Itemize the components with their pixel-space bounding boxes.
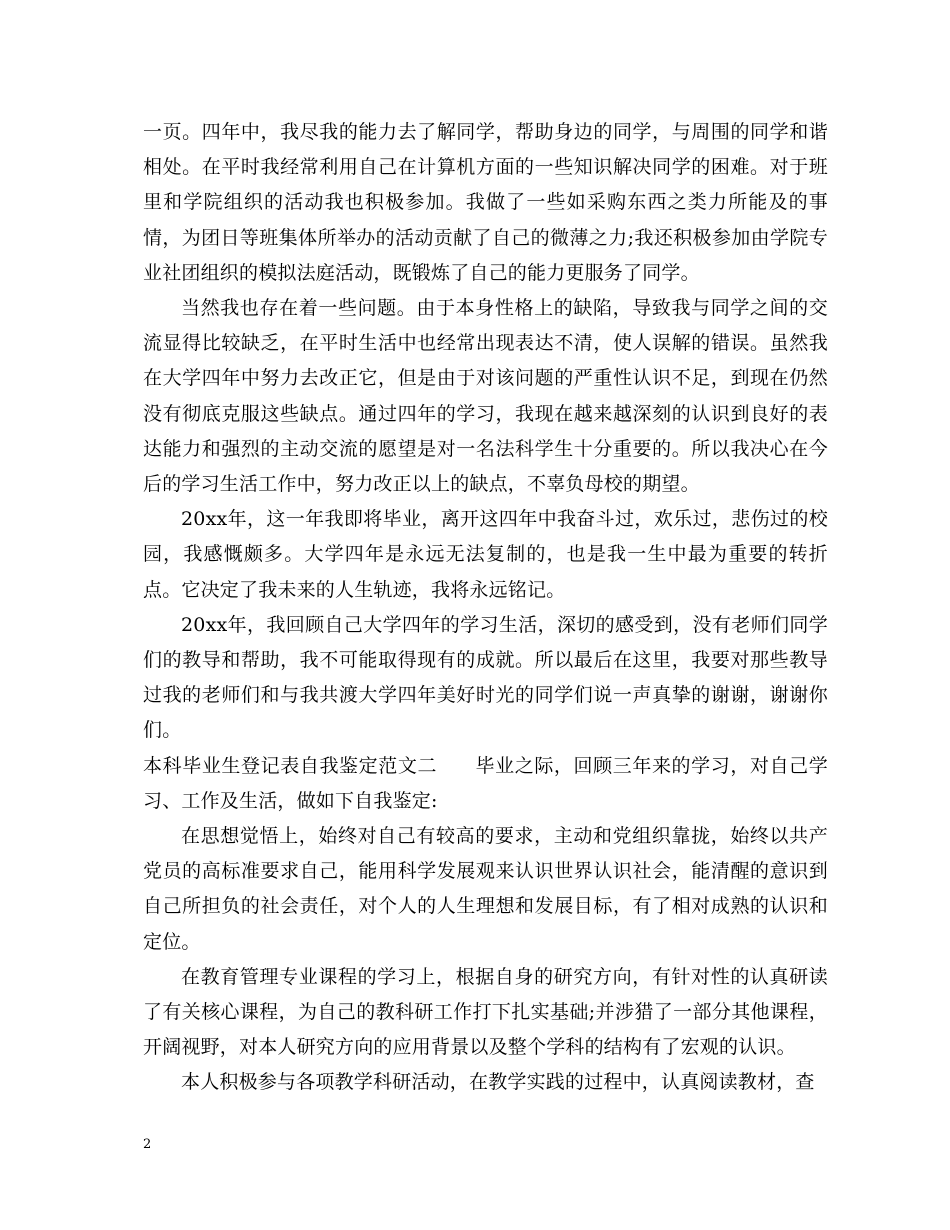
section-heading: 本科毕业生登记表自我鉴定范文二 — [143, 754, 438, 777]
paragraph-study: 在教育管理专业课程的学习上，根据自身的研究方向，有针对性的认真研读了有关核心课程，为自己的教科研工作打下扎实基础;并涉猎了一部分其他课程，开阔视野，对本人研究方向的应用背景以及整个学科的结构有了宏观的认识。 — [143, 965, 828, 1059]
paragraph-gratitude: 20xx年，我回顾自己大学四年的学习生活，深切的感受到，没有老师们同学们的教导和帮助，我不可能取得现有的成就。所以最后在这里，我要对那些教导过我的老师们和与我共渡大学四年美好时光的同学们说一声真挚的谢谢，谢谢你们。 — [143, 613, 828, 742]
paragraph-graduation-year: 20xx年，这一年我即将毕业，离开这四年中我奋斗过，欢乐过，悲伤过的校园，我感慨颇多。大学四年是永远无法复制的，也是我一生中最为重要的转折点。它决定了我未来的人生轨迹，我将永远铭记。 — [143, 508, 828, 601]
paragraph-research: 本人积极参与各项教学科研活动，在教学实践的过程中，认真阅读教材，查 — [181, 1071, 815, 1094]
document-body — [143, 115, 828, 1101]
section-intro-paragraph — [143, 749, 828, 819]
paragraph-ideology: 在思想觉悟上，始终对自己有较高的要求，主动和党组织靠拢，始终以共产党员的高标准要求自己，能用科学发展观来认识世界认识社会，能清醒的意识到自己所担负的社会责任，对个人的人生理想和发展目标，有了相对成熟的认识和定位。 — [143, 825, 828, 953]
section-intro: 毕业之际，回顾三年来的学习，对自己学习、工作及生活，做如下自我鉴定: — [143, 754, 828, 812]
paragraph-continuation: 一页。四年中，我尽我的能力去了解同学，帮助身边的同学，与周围的同学和谐相处。在平时我经常利用自己在计算机方面的一些知识解决同学的困难。对于班里和学院组织的活动我也积极参加。我做了一些如采购东西之类力所能及的事情，为团日等班集体所举办的活动贡献了自己的微薄之力;我还积极参加由学院专业社团组织的模拟法庭活动，既锻炼了自己的能力更服务了同学。 — [143, 121, 828, 284]
paragraph-shortcomings: 当然我也存在着一些问题。由于本身性格上的缺陷，导致我与同学之间的交流显得比较缺乏，在平时生活中也经常出现表达不清，使人误解的错误。虽然我在大学四年中努力去改正它，但是由于对该问题的严重性认识不足，到现在仍然没有彻底克服这些缺点。通过四年的学习，我现在越来越深刻的认识到良好的表达能力和强烈的主动交流的愿望是对一名法科学生十分重要的。所以我决心在今后的学习生活工作中，努力改正以上的缺点，不辜负母校的期望。 — [143, 297, 828, 496]
page-number: 2 — [143, 1137, 152, 1152]
